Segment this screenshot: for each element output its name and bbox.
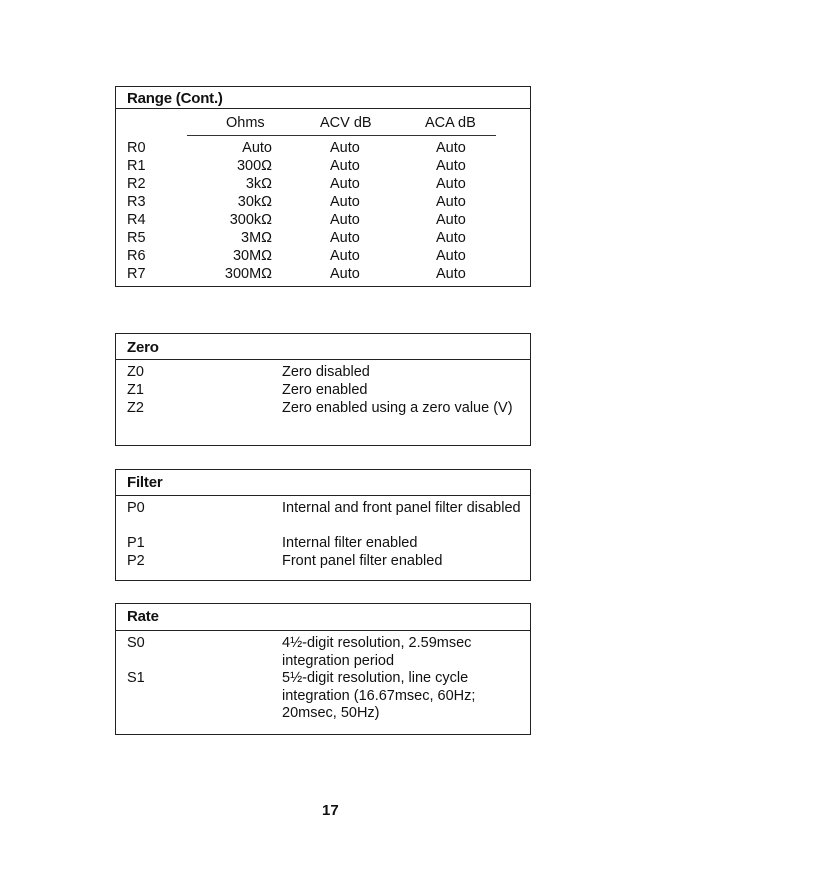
rate-description: 4½-digit resolution, 2.59msec integration period (282, 635, 472, 669)
range-table (115, 86, 531, 287)
table-row (116, 212, 530, 230)
ohms-value: 3kΩ (245, 176, 272, 192)
acv-db-value: Auto (330, 158, 360, 174)
range-code: R7 (127, 266, 146, 282)
acv-db-value: Auto (330, 248, 360, 264)
aca-db-value: Auto (436, 140, 466, 156)
ohms-value: 30kΩ (237, 194, 272, 210)
range-code: R4 (127, 212, 146, 228)
zero-description: Zero enabled (282, 382, 368, 398)
aca-db-value: Auto (436, 176, 466, 192)
rate-table-title: Rate (116, 604, 530, 631)
ohms-value: 300MΩ (224, 266, 272, 282)
range-code: R3 (127, 194, 146, 210)
column-header-rule (187, 135, 496, 136)
column-header-ohms: Ohms (226, 115, 265, 131)
ohms-value: Auto (242, 140, 272, 156)
ohms-value: 300kΩ (229, 212, 272, 228)
rate-table (115, 603, 531, 735)
range-code: R6 (127, 248, 146, 264)
aca-db-value: Auto (436, 158, 466, 174)
acv-db-value: Auto (330, 194, 360, 210)
aca-db-value: Auto (436, 194, 466, 210)
zero-code: Z1 (127, 382, 144, 398)
table-row (116, 176, 530, 194)
zero-description: Zero enabled using a zero value (V) (282, 400, 513, 416)
range-table-title: Range (Cont.) (116, 87, 530, 109)
rate-description: 5½-digit resolution, line cycle integration (16.67msec, 60Hz; 20msec, 50Hz) (282, 670, 476, 721)
filter-code: P2 (127, 553, 145, 569)
filter-code: P0 (127, 500, 145, 516)
column-header-aca-db: ACA dB (425, 115, 476, 131)
zero-code: Z2 (127, 400, 144, 416)
table-row (116, 248, 530, 266)
filter-description: Internal and front panel filter disabled (282, 500, 521, 516)
acv-db-value: Auto (330, 230, 360, 246)
zero-code: Z0 (127, 364, 144, 380)
rate-code: S0 (127, 635, 145, 651)
page-number: 17 (322, 802, 339, 819)
zero-table (115, 333, 531, 446)
acv-db-value: Auto (330, 266, 360, 282)
acv-db-value: Auto (330, 140, 360, 156)
filter-description: Front panel filter enabled (282, 553, 443, 569)
aca-db-value: Auto (436, 266, 466, 282)
ohms-value: 300Ω (236, 158, 272, 174)
aca-db-value: Auto (436, 212, 466, 228)
ohms-value: 30MΩ (232, 248, 272, 264)
acv-db-value: Auto (330, 212, 360, 228)
table-row (116, 194, 530, 212)
rate-code: S1 (127, 670, 145, 686)
range-code: R5 (127, 230, 146, 246)
range-code: R2 (127, 176, 146, 192)
acv-db-value: Auto (330, 176, 360, 192)
zero-table-title: Zero (116, 334, 530, 360)
aca-db-value: Auto (436, 230, 466, 246)
table-row (116, 266, 530, 284)
filter-code: P1 (127, 535, 145, 551)
zero-description: Zero disabled (282, 364, 370, 380)
filter-table (115, 469, 531, 581)
table-row (116, 230, 530, 248)
aca-db-value: Auto (436, 248, 466, 264)
table-row (116, 158, 530, 176)
column-header-acv-db: ACV dB (320, 115, 372, 131)
range-code: R0 (127, 140, 146, 156)
ohms-value: 3MΩ (241, 230, 272, 246)
filter-description: Internal filter enabled (282, 535, 418, 551)
range-code: R1 (127, 158, 146, 174)
table-row (116, 140, 530, 158)
filter-table-title: Filter (116, 470, 530, 496)
